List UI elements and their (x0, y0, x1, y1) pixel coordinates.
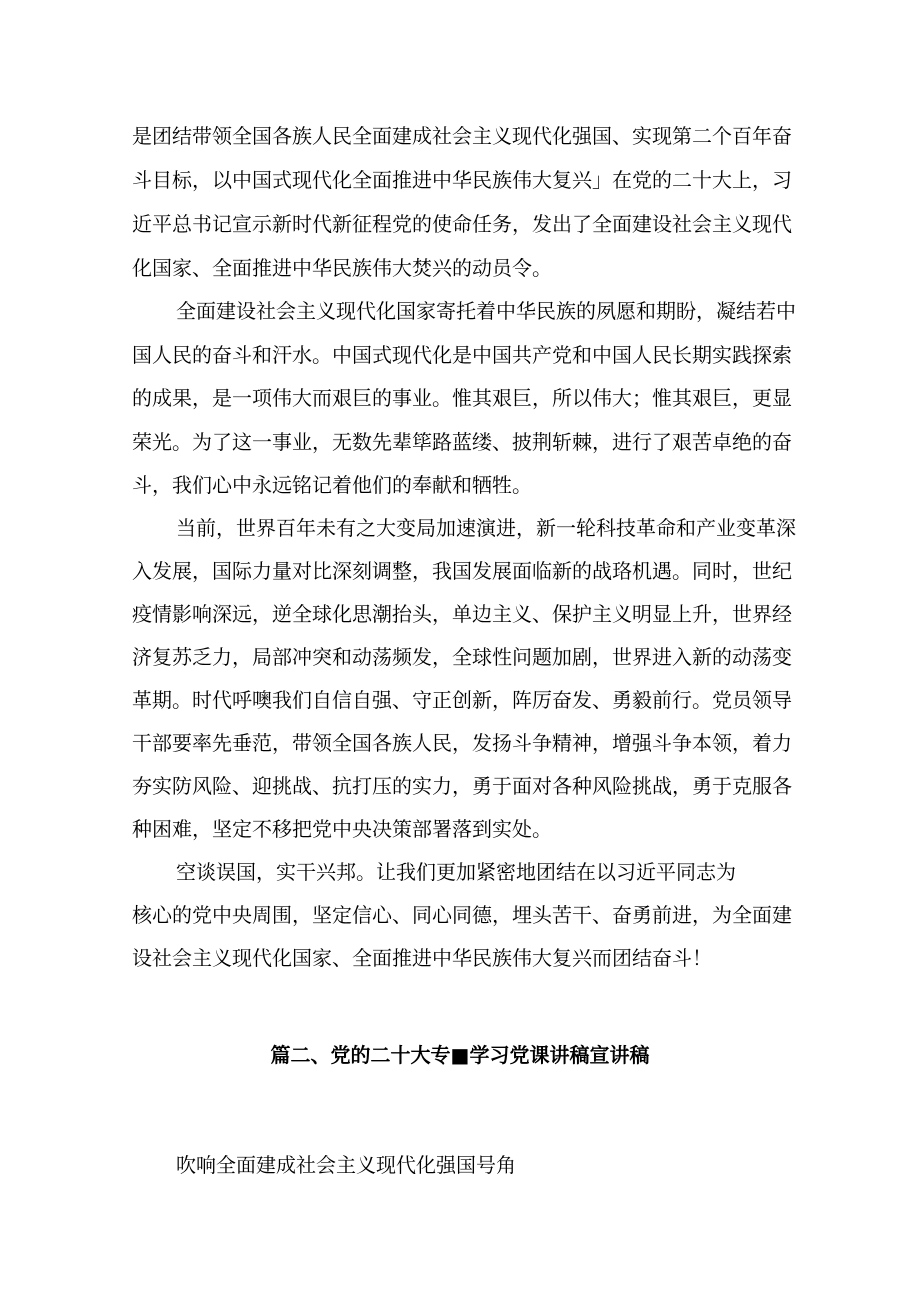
paragraph-line: 是团结带领全国各族人民全面建成社会主义现代化强国、实现第二个百年奋 (132, 124, 792, 148)
paragraph-line: 的成果，是一项伟大而艰巨的事业。惟其艰巨，所以伟大；惟其艰巨，更显 (132, 386, 792, 410)
paragraph-line: 国人民的奋斗和汗水。中国式现代化是中国共产党和中国人民长期实践探索 (132, 343, 792, 367)
paragraph-line: 斗，我们心中永远铭记着他们的奉献和牺牲。 (132, 473, 532, 497)
paragraph-line: 全面建设社会主义现代化国家寄托着中华民族的夙愿和期盼，凝结若中 (176, 299, 796, 323)
paragraph-line: 夯实防风险、迎挑战、抗打压的实力，勇于面对各种风险挑战，勇于克服各 (132, 774, 792, 798)
paragraph-line: 斗目标，以中国式现代化全面推进中华民族伟大复兴」在党的二十大上，习 (132, 168, 792, 192)
paragraph-line: 荣光。为了这一事业，无数先辈筚路蓝缕、披荆斩棘，进行了艰苦卓绝的奋 (132, 430, 792, 454)
paragraph-line: 革期。时代呼噢我们自信自强、守正创新，阵厉奋发、勇毅前行。党员领导 (132, 688, 792, 712)
paragraph-line: 核心的党中央周围，坚定信心、同心同德，埋头苦干、奋勇前进，为全面建 (132, 903, 792, 927)
paragraph-line: 种困难，坚定不移把党中央决策部署落到实处。 (132, 817, 552, 841)
paragraph-line: 近平总书记宣示新时代新征程党的使命任务，发出了全面建设社会主义现代 (132, 212, 792, 236)
paragraph-line: 当前，世界百年未有之大变局加速演进，新一轮科技革命和产业变革深 (176, 516, 796, 540)
paragraph-line: 济复苏乏力，局部冲突和动荡频发，全球性问题加剧，世界进入新的动荡变 (132, 645, 792, 669)
paragraph-line: 疫情影响深远，逆全球化思潮抬头，单边主义、保护主义明显上升，世界经 (132, 602, 792, 626)
paragraph-line: 空谈误国，实干兴邦。让我们更加紧密地团结在以习近平同志为 (176, 860, 736, 884)
paragraph-line: 化国家、全面推进中华民族伟大焚兴的动员令。 (132, 256, 552, 280)
paragraph-line: 入发展，国际力量对比深刻调整，我国发展面临新的战珞机遇。同时，世纪 (132, 559, 792, 583)
section-subheading: 吹响全面建成社会主义现代化强国号角 (176, 1153, 516, 1177)
paragraph-line: 干部要率先垂范，带领全国各族人民，发扬斗争精神，增强斗争本领，着力 (132, 731, 792, 755)
paragraph-line: 设社会主义现代化国家、全面推进中华民族伟大复兴而团结奋斗！ (132, 946, 712, 970)
section-heading: 篇二、党的二十大专■学习党课讲稿宣讲稿 (270, 1043, 650, 1067)
